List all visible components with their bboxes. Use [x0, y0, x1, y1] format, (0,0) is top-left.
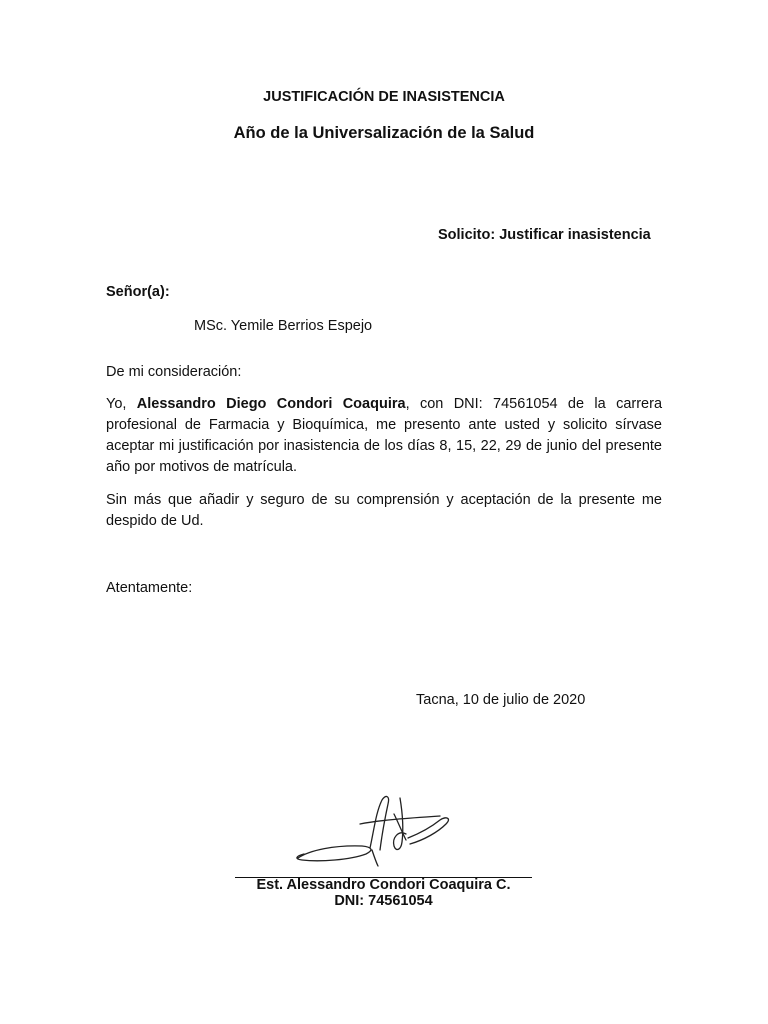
closing: Atentamente:: [106, 580, 193, 596]
body-paragraph-1-prefix: Yo,: [106, 396, 137, 412]
signer-name: Est. Alessandro Condori Coaquira C.: [256, 877, 511, 893]
document-title: JUSTIFICACIÓN DE INASISTENCIA: [263, 89, 505, 105]
year-motto: Año de la Universalización de la Salud: [233, 124, 535, 142]
body-paragraph-2: Sin más que añadir y seguro de su comprensión y aceptación de la presente me despido de Ud.: [106, 492, 662, 529]
subject-line: Solicito: Justificar inasistencia: [438, 227, 651, 243]
handwritten-signature: [290, 790, 470, 870]
signer-dni: DNI: 74561054: [334, 893, 433, 909]
body-paragraph-1-text: , con DNI: 74561054 de la carrera profesional de Farmacia y Bioquímica, me presento ante usted y solicito sírvase aceptar mi justificación por inasistencia de los días 8, 15, 22, 29 de junio del presente año por motivos de matrícula.: [106, 396, 663, 475]
student-name: Alessandro Diego Condori Coaquira: [136, 396, 406, 412]
greeting: De mi consideración:: [106, 364, 242, 380]
body-paragraph-1: [106, 394, 662, 478]
recipient-name: MSc. Yemile Berrios Espejo: [194, 318, 373, 334]
salutation: Señor(a):: [106, 284, 170, 300]
place-and-date: Tacna, 10 de julio de 2020: [416, 692, 586, 708]
